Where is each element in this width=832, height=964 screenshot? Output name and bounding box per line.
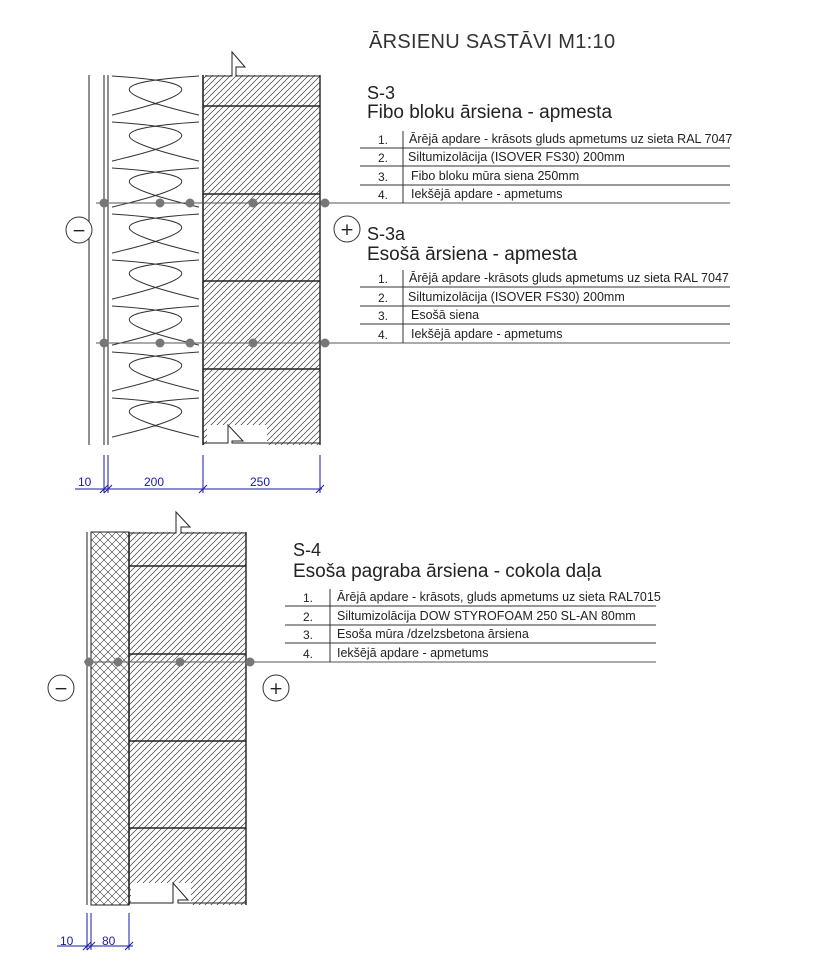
item-text: Siltumizolācija (ISOVER FS30) 200mm [408,290,625,304]
svg-text:−: − [53,679,69,699]
item-number: 2. [378,291,389,305]
dimension-line-top [75,455,324,493]
page-title: ĀRSIENU SASTĀVI M1:10 [369,31,616,53]
item-text: Iekšējā apdare - apmetums [411,187,563,201]
section-name: Fibo bloku ārsiena - apmesta [367,102,613,123]
item-text: Siltumizolācija DOW STYROFOAM 250 SL-AN 80mm [337,609,636,623]
item-text: Iekšējā apdare - apmetums [337,646,489,660]
svg-text:−: − [71,221,87,241]
inside-plus-sign [263,675,289,701]
dimension-label: 250 [250,475,271,489]
xps-insulation [91,532,129,905]
legend-s4 [285,540,661,662]
item-text: Esoša mūra /dzelzsbetona ārsiena [337,627,529,641]
legend-s3a [360,224,730,343]
item-number: 2. [303,610,314,624]
item-text: Iekšējā apdare - apmetums [411,327,563,341]
item-text: Ārējā apdare - krāsots, gluds apmetums uz sieta RAL7015 [337,590,661,604]
mineral-wool-insulation [112,76,199,437]
item-text: Esošā siena [411,308,480,322]
item-number: 2. [378,151,389,165]
item-number: 1. [378,133,389,147]
section-code: S-3a [367,224,406,244]
item-text: Ārējā apdare - krāsots gluds apmetums uz sieta RAL 7047 [409,132,733,146]
masonry-block [203,75,320,445]
svg-text:+: + [339,220,355,240]
section-code: S-3 [367,83,396,103]
item-number: 3. [378,170,389,184]
dimension-label: 80 [102,934,116,948]
item-text: Ārējā apdare -krāsots gluds apmetums uz sieta RAL 7047 [409,271,729,285]
dimension-label: 200 [144,475,165,489]
item-text: Fibo bloku mūra siena 250mm [411,169,580,183]
section-name: Esošā ārsiena - apmesta [367,244,578,265]
section-code: S-4 [293,540,322,560]
item-text: Siltumizolācija (ISOVER FS30) 200mm [408,150,625,164]
item-number: 4. [378,328,389,342]
item-number: 1. [303,591,314,605]
item-number: 3. [303,628,314,642]
outside-minus-sign [66,217,92,243]
inside-plus-sign [334,216,360,242]
item-number: 4. [303,647,314,661]
item-number: 4. [378,188,389,202]
section-name: Esoša pagraba ārsiena - cokola daļa [293,561,602,582]
item-number: 3. [378,309,389,323]
item-number: 1. [378,272,389,286]
masonry-block [129,532,246,905]
outside-minus-sign [48,675,74,701]
legend-s3 [360,83,732,203]
dimension-label: 10 [78,475,92,489]
dimension-label: 10 [60,934,74,948]
svg-text:+: + [268,679,284,699]
